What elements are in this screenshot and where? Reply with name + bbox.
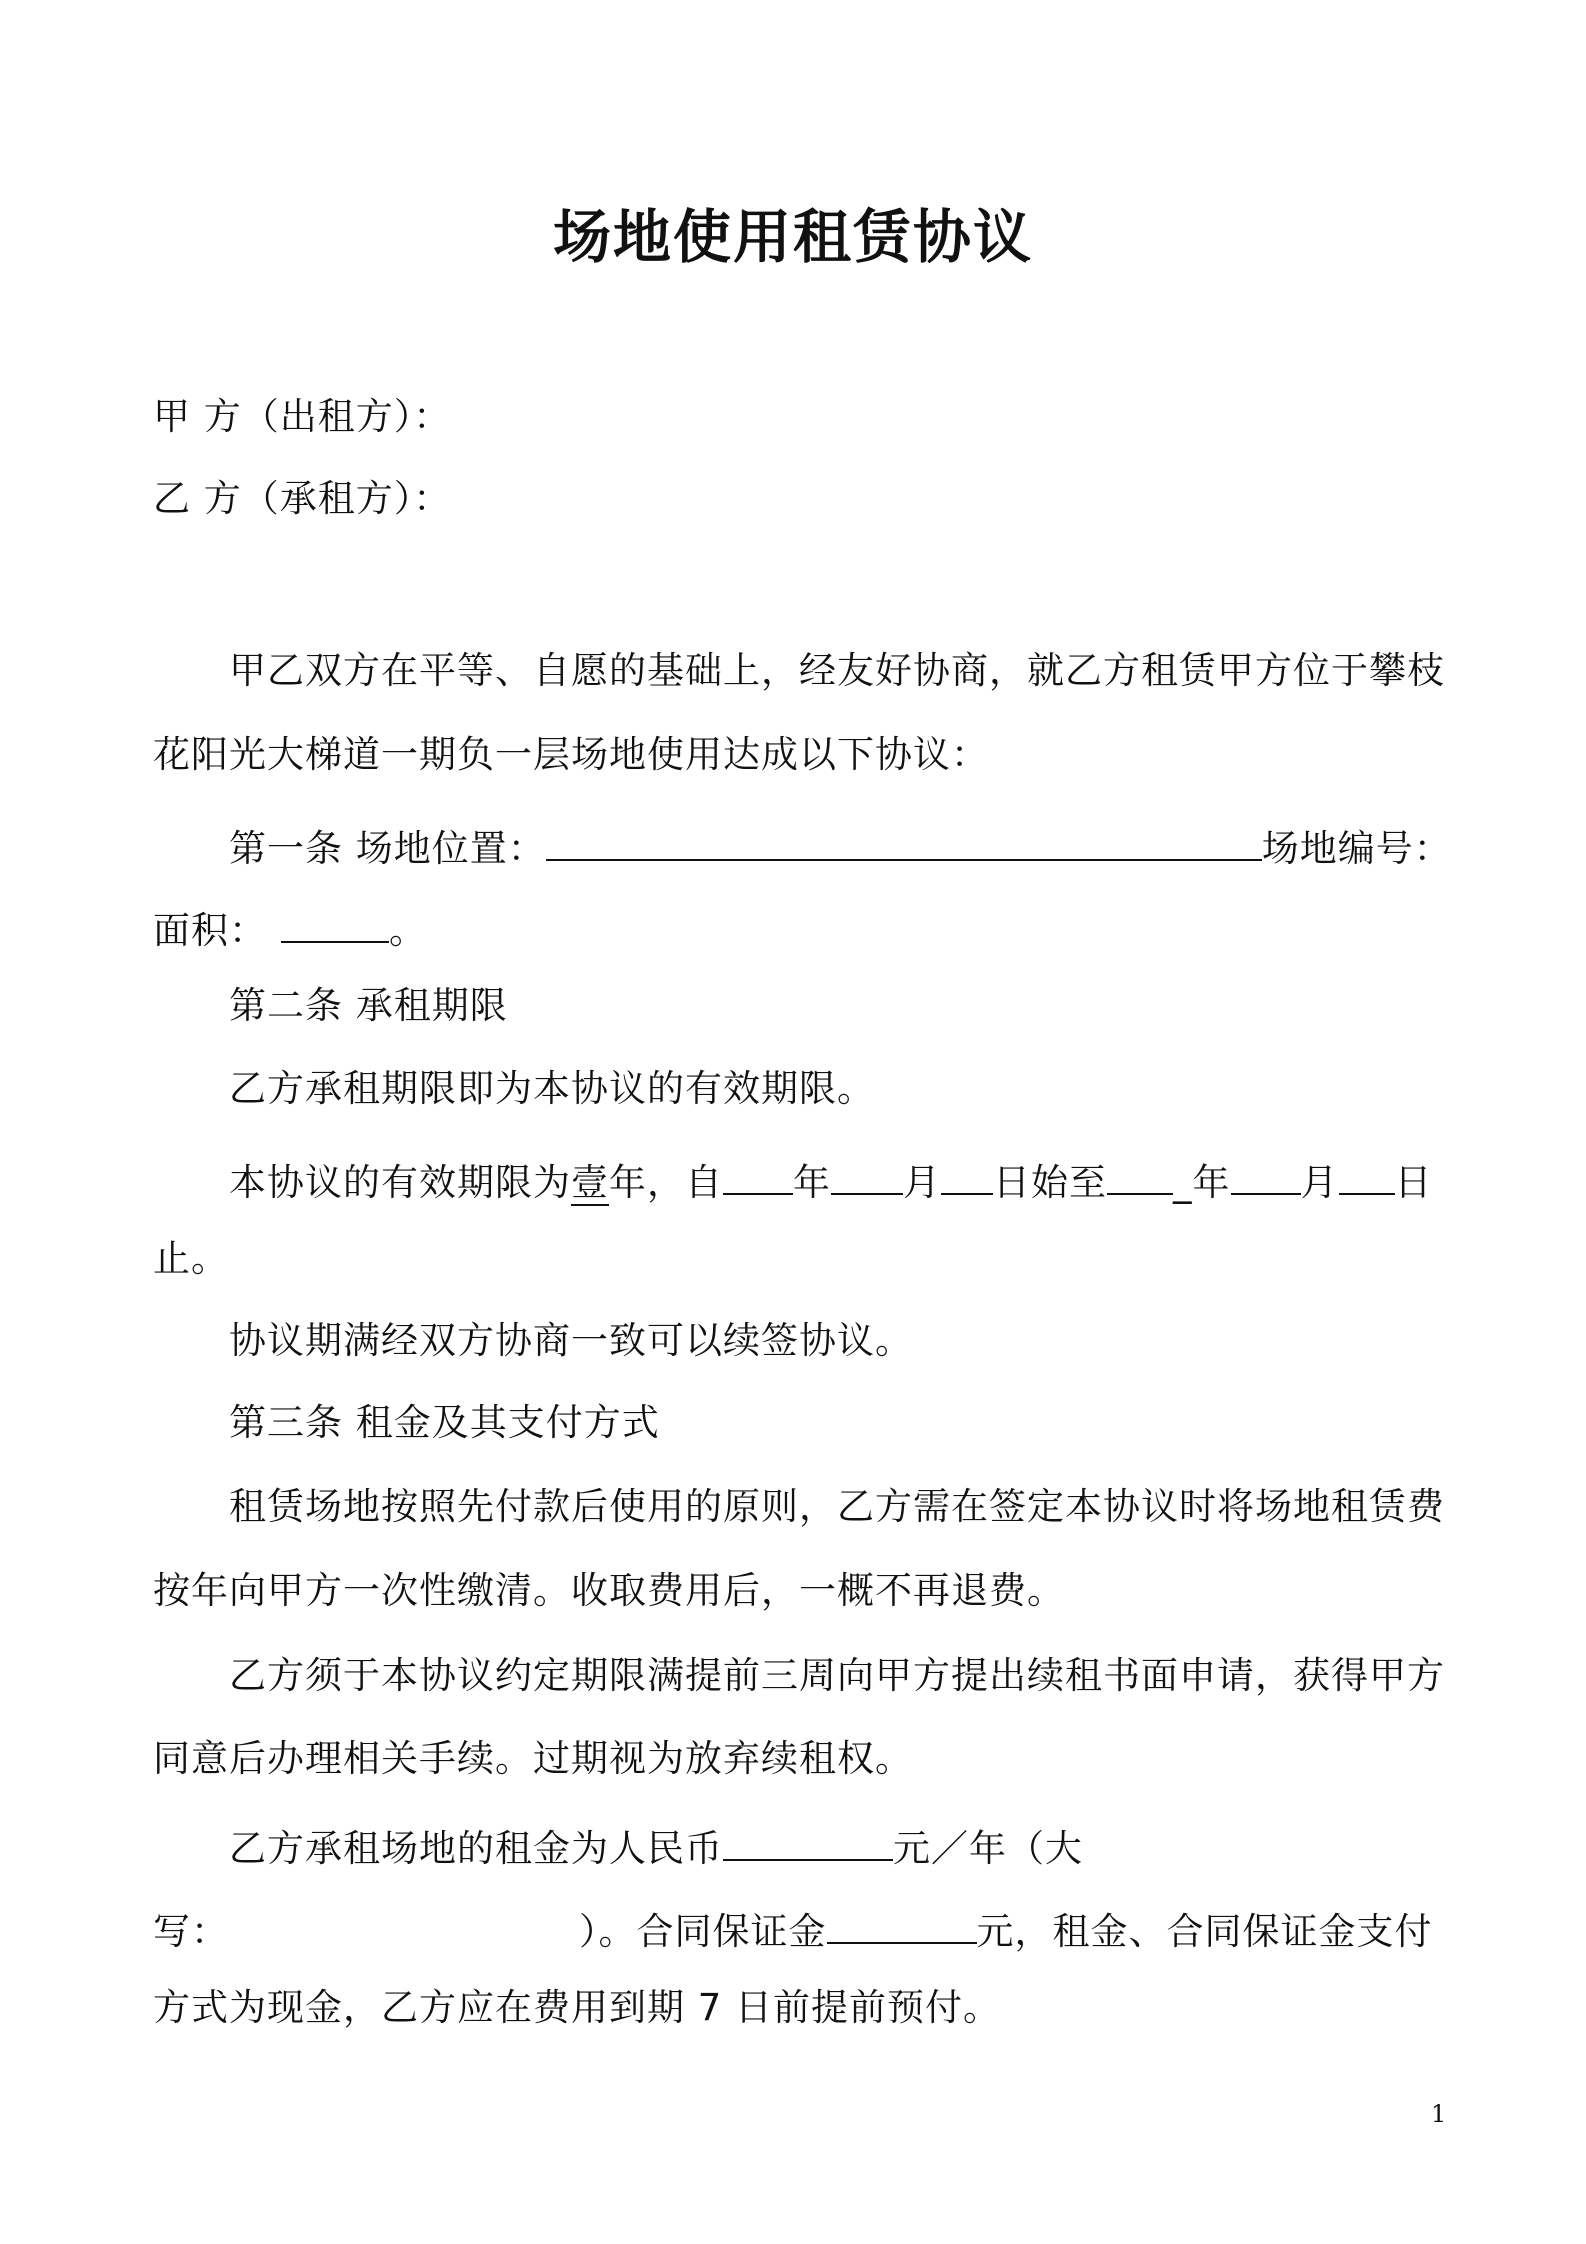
article-3-para-1-line-1: 租赁场地按照先付款后使用的原则，乙方需在签定本协议时将场地租赁费 bbox=[229, 1485, 1445, 1528]
location-blank bbox=[546, 823, 1262, 861]
term-prefix: 本协议的有效期限为 bbox=[229, 1161, 571, 1204]
article-3-para-2-line-2: 同意后办理相关手续。过期视为放弃续租权。 bbox=[153, 1737, 913, 1780]
start-day-blank bbox=[941, 1157, 993, 1195]
article-2-term-line bbox=[229, 1157, 1433, 1204]
area-label: 面积： bbox=[153, 909, 267, 952]
article-2-heading: 第二条 承租期限 bbox=[229, 984, 508, 1027]
article-1-area-line bbox=[153, 905, 427, 952]
start-year-label: 年 bbox=[793, 1161, 831, 1204]
article-2-term-end: 止。 bbox=[153, 1237, 229, 1280]
intro-line-2: 花阳光大梯道一期负一层场地使用达成以下协议： bbox=[153, 733, 989, 776]
document-title: 场地使用租赁协议 bbox=[552, 203, 1033, 271]
deposit-label: ）。合同保证金 bbox=[579, 1910, 827, 1953]
page-number: 1 bbox=[1431, 2100, 1448, 2128]
rent-unit: 元／年（大 bbox=[893, 1827, 1083, 1870]
area-period: 。 bbox=[389, 909, 427, 952]
term-mid: 年，自 bbox=[609, 1161, 723, 1204]
end-dash: _ bbox=[1173, 1161, 1193, 1204]
article-3-heading: 第三条 租金及其支付方式 bbox=[229, 1401, 660, 1444]
rent-in-words-label: 写： bbox=[153, 1910, 229, 1953]
article-3-para-2-line-1: 乙方须于本协议约定期限满提前三周向甲方提出续租书面申请，获得甲方 bbox=[229, 1654, 1445, 1697]
end-month-label: 月 bbox=[1300, 1161, 1339, 1204]
rent-prefix: 乙方承租场地的租金为人民币 bbox=[229, 1827, 723, 1870]
area-blank bbox=[281, 905, 389, 943]
article-2-para-3: 协议期满经双方协商一致可以续签协议。 bbox=[229, 1319, 913, 1362]
venue-number-label: 场地编号： bbox=[1261, 827, 1452, 870]
party-a-line: 甲 方（出租方）： bbox=[153, 395, 452, 438]
party-b-line: 乙 方（承租方）： bbox=[153, 477, 452, 520]
start-month-blank bbox=[831, 1157, 903, 1195]
end-year-label: 年 bbox=[1192, 1161, 1231, 1204]
article-3-rent-line bbox=[229, 1823, 1083, 1870]
term-years: 壹 bbox=[571, 1161, 609, 1204]
article-3-para-1-line-2: 按年向甲方一次性缴清。收取费用后，一概不再退费。 bbox=[153, 1569, 1065, 1612]
article-2-para-1: 乙方承租期限即为本协议的有效期限。 bbox=[229, 1067, 875, 1110]
article-3-deposit-line bbox=[153, 1906, 1433, 1953]
payment-tail: 元，租金、合同保证金支付 bbox=[976, 1910, 1433, 1953]
intro-line-1: 甲乙双方在平等、自愿的基础上，经友好协商，就乙方租赁甲方位于攀枝 bbox=[229, 649, 1445, 692]
rent-amount-blank bbox=[723, 1823, 893, 1861]
article-1-location-line bbox=[229, 823, 1452, 870]
end-month-blank bbox=[1231, 1157, 1301, 1195]
end-day-blank bbox=[1339, 1157, 1395, 1195]
end-day-label: 日 bbox=[1394, 1161, 1433, 1204]
article-1-location-label: 第一条 场地位置： bbox=[229, 827, 546, 870]
start-month-label: 月 bbox=[903, 1161, 941, 1204]
end-year-blank bbox=[1107, 1157, 1173, 1195]
article-3-payment-line: 方式为现金，乙方应在费用到期 7 日前提前预付。 bbox=[153, 1986, 1002, 2029]
start-day-label: 日始至 bbox=[993, 1161, 1107, 1204]
deposit-amount-blank bbox=[827, 1906, 977, 1944]
start-year-blank bbox=[723, 1157, 793, 1195]
